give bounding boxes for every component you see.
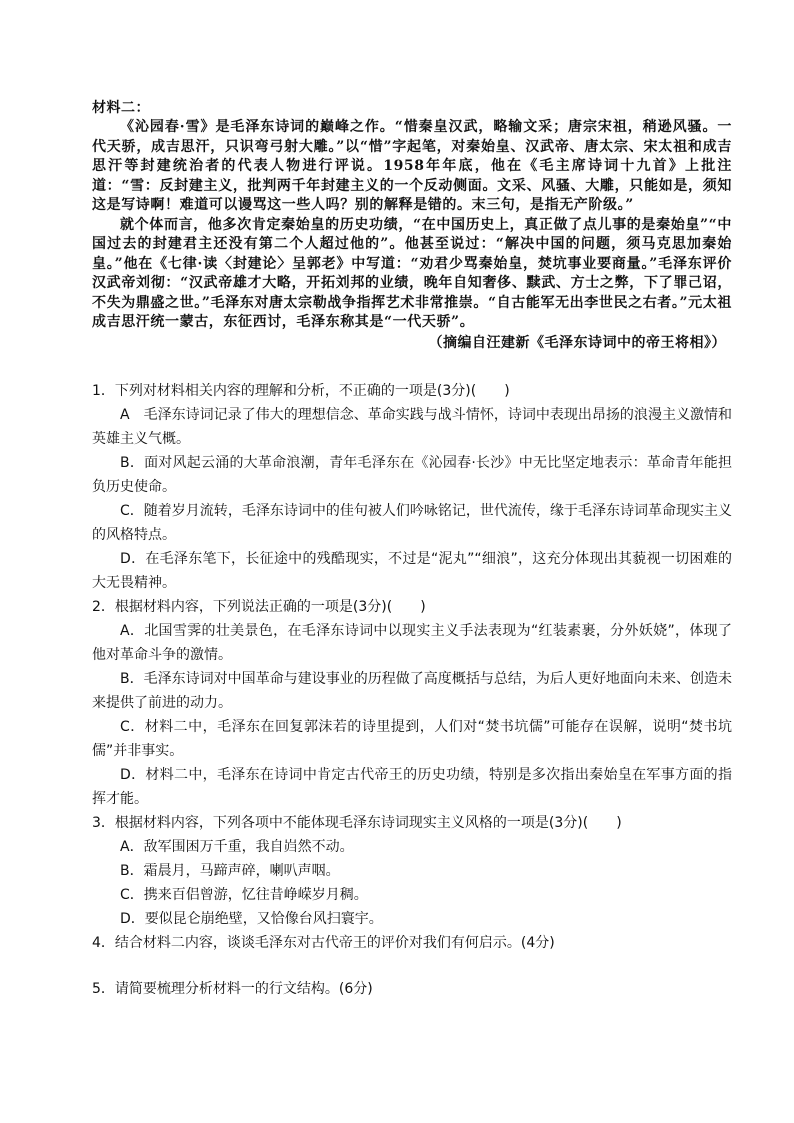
question-3: [92, 811, 732, 931]
material-paragraph: 《沁园春·雪》是毛泽东诗词的巅峰之作。“惜秦皇汉武，略输文采；唐宗宋祖，稍逊风骚。一代天骄，成吉思汗，只识弯弓射大雕。”以“惜”字起笔，对秦始皇、汉武帝、唐太宗、宋太祖和成吉思汗等封建统治者的代表人物进行评说。1958年年底，他在《毛主席诗词十九首》上批注道：“雪：反封建主义，批判两千年封建主义的一个反动侧面。文采、风骚、大雕，只能如是，须知这是写诗啊！难道可以谩骂这一些人吗？别的解释是错的。末三句，是指无产阶级。”: [92, 119, 732, 213]
question-5: [92, 977, 732, 1001]
question-option: D．在毛泽东笔下，长征途中的残酷现实，不过是“泥丸”“细浪”，这充分体现出其藐视一切困难的大无畏精神。: [92, 550, 732, 591]
question-option: B．面对风起云涌的大革命浪潮，青年毛泽东在《沁园春·长沙》中无比坚定地表示：革命青年能担负历史使命。: [92, 454, 732, 495]
question-stem: 5．请简要梳理分析材料一的行文结构。(6分): [92, 980, 373, 997]
question-option: A．北国雪霁的壮美景色，在毛泽东诗词中以现实主义手法表现为“红装素裹，分外妖娆”，体现了他对革命斗争的激情。: [92, 622, 732, 663]
material-heading: 材料二：: [92, 100, 150, 116]
exam-page: [92, 98, 732, 1001]
question-option: D．材料二中，毛泽东在诗词中肯定古代帝王的历史功绩，特别是多次指出秦始皇在军事方面的指挥才能。: [92, 766, 732, 807]
question-option: A 毛泽东诗词记录了伟大的理想信念、革命实践与战斗情怀，诗词中表现出昂扬的浪漫主义激情和英雄主义气概。: [92, 406, 732, 447]
question-list: [92, 379, 732, 1001]
question-option: C．随着岁月流转，毛泽东诗词中的佳句被人们吟咏铭记，世代流传，缘于毛泽东诗词革命现实主义的风格特点。: [92, 502, 732, 543]
question-stem: 4．结合材料二内容，谈谈毛泽东对古代帝王的评价对我们有何启示。(4分): [92, 934, 555, 951]
material-source: （摘编自汪建新《毛泽东诗词中的帝王将相》）: [428, 334, 726, 351]
question-option: D．要似昆仑崩绝壁，又恰像台风扫寰宇。: [120, 910, 383, 927]
material-two: [92, 98, 732, 353]
question-1: [92, 379, 732, 595]
question-stem: 1．下列对材料相关内容的理解和分析，不正确的一项是(3分)( ): [92, 382, 510, 399]
question-stem: 3．根据材料内容，下列各项中不能体现毛泽东诗词现实主义风格的一项是(3分)( ): [92, 814, 622, 831]
question-option: C．携来百侣曾游，忆往昔峥嵘岁月稠。: [120, 886, 368, 903]
question-2: [92, 595, 732, 811]
material-paragraph: 就个体而言，他多次肯定秦始皇的历史功绩，“在中国历史上，真正做了点儿事的是秦始皇”“中国过去的封建君主还没有第二个人超过他的”。他甚至说过：“解决中国的问题，须马克思加秦始皇。”他在《七律·读〈封建论〉呈郭老》中写道：“劝君少骂秦始皇，焚坑事业要商量。”毛泽东评价汉武帝刘彻：“汉武帝雄才大略，开拓刘邦的业绩，晚年自知奢侈、黩武、方士之弊，下了罪己诏，不失为鼎盛之世。”毛泽东对唐太宗勒战争指挥艺术非常推崇。“自古能军无出李世民之右者。”元太祖成吉思汗统一蒙古，东征西讨，毛泽东称其是“一代天骄”。: [92, 216, 732, 330]
question-stem: 2．根据材料内容，下列说法正确的一项是(3分)( ): [92, 598, 426, 615]
question-option: C．材料二中，毛泽东在回复郭沫若的诗里提到，人们对“焚书坑儒”可能存在误解，说明“焚书坑儒”并非事实。: [92, 718, 732, 759]
question-option: B．霜晨月，马蹄声碎，喇叭声咽。: [120, 862, 340, 879]
question-option: A．敌军围困万千重，我自岿然不动。: [120, 838, 354, 855]
question-option: B．毛泽东诗词对中国革命与建设事业的历程做了高度概括与总结，为后人更好地面向未来、创造未来提供了前进的动力。: [92, 670, 732, 711]
question-4: [92, 931, 732, 955]
